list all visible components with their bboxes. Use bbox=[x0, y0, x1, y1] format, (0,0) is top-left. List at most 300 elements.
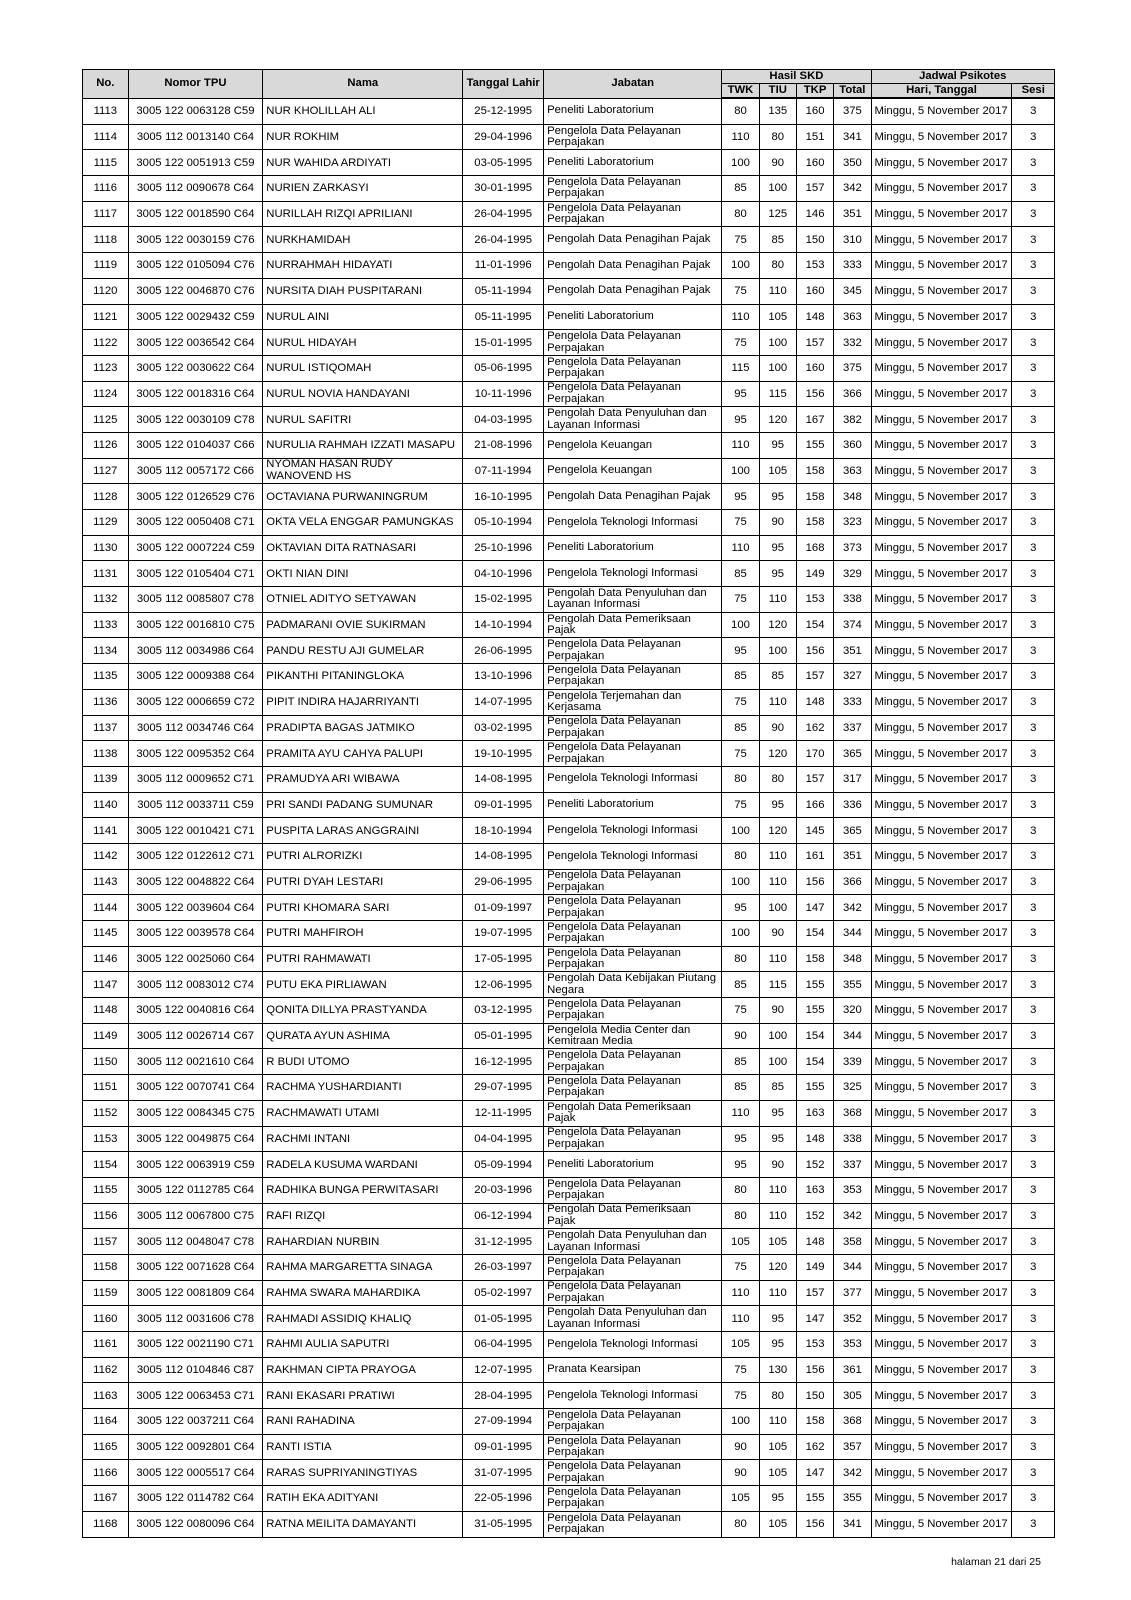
header-nomor-tpu: Nomor TPU bbox=[128, 70, 263, 99]
row-nomor-tpu: 3005 122 0063453 C71 bbox=[128, 1383, 263, 1409]
row-hari-tanggal: Minggu, 5 November 2017 bbox=[871, 715, 1012, 741]
row-tiu: 100 bbox=[759, 176, 796, 202]
row-tkp: 154 bbox=[796, 921, 833, 947]
row-tanggal-lahir: 26-04-1995 bbox=[463, 227, 544, 253]
row-sesi: 3 bbox=[1012, 1049, 1055, 1075]
row-tkp: 160 bbox=[796, 278, 833, 304]
row-tkp: 163 bbox=[796, 1177, 833, 1203]
row-sesi: 3 bbox=[1012, 1229, 1055, 1255]
row-sesi: 3 bbox=[1012, 1357, 1055, 1383]
row-no: 1139 bbox=[83, 766, 129, 792]
row-tkp: 150 bbox=[796, 227, 833, 253]
psikotes-schedule-table bbox=[82, 69, 1055, 1538]
row-tiu: 100 bbox=[759, 638, 796, 664]
row-twk: 75 bbox=[722, 689, 759, 715]
row-tanggal-lahir: 21-08-1996 bbox=[463, 432, 544, 458]
table-row bbox=[83, 1229, 1055, 1255]
row-hari-tanggal: Minggu, 5 November 2017 bbox=[871, 201, 1012, 227]
row-hari-tanggal: Minggu, 5 November 2017 bbox=[871, 1306, 1012, 1332]
row-total: 358 bbox=[834, 1229, 871, 1255]
row-nama: PUTRI DYAH LESTARI bbox=[263, 869, 463, 895]
row-twk: 110 bbox=[722, 535, 759, 561]
table-row bbox=[83, 998, 1055, 1024]
row-nomor-tpu: 3005 122 0030109 C78 bbox=[128, 407, 263, 433]
table-row bbox=[83, 921, 1055, 947]
row-sesi: 3 bbox=[1012, 227, 1055, 253]
table-row bbox=[83, 843, 1055, 869]
row-jabatan: Pengelola Data Pelayanan Perpajakan bbox=[544, 201, 722, 227]
row-no: 1133 bbox=[83, 612, 129, 638]
row-total: 342 bbox=[834, 1203, 871, 1229]
row-nomor-tpu: 3005 122 0029432 C59 bbox=[128, 304, 263, 330]
row-sesi: 3 bbox=[1012, 1511, 1055, 1537]
row-total: 305 bbox=[834, 1383, 871, 1409]
row-tiu: 135 bbox=[759, 98, 796, 124]
row-sesi: 3 bbox=[1012, 1075, 1055, 1101]
row-no: 1134 bbox=[83, 638, 129, 664]
row-tiu: 110 bbox=[759, 946, 796, 972]
row-jabatan: Pengelola Data Pelayanan Perpajakan bbox=[544, 1280, 722, 1306]
row-tkp: 158 bbox=[796, 946, 833, 972]
row-tanggal-lahir: 22-05-1996 bbox=[463, 1486, 544, 1512]
row-nama: PRAMITA AYU CAHYA PALUPI bbox=[263, 741, 463, 767]
row-jabatan: Pengelola Keuangan bbox=[544, 432, 722, 458]
row-total: 336 bbox=[834, 792, 871, 818]
row-tiu: 95 bbox=[759, 432, 796, 458]
row-nomor-tpu: 3005 122 0018316 C64 bbox=[128, 381, 263, 407]
row-no: 1145 bbox=[83, 921, 129, 947]
row-total: 373 bbox=[834, 535, 871, 561]
row-nama: RANI RAHADINA bbox=[263, 1409, 463, 1435]
row-tanggal-lahir: 13-10-1996 bbox=[463, 664, 544, 690]
row-jabatan: Pengelola Data Pelayanan Perpajakan bbox=[544, 869, 722, 895]
row-tanggal-lahir: 14-07-1995 bbox=[463, 689, 544, 715]
row-no: 1140 bbox=[83, 792, 129, 818]
row-jabatan: Pengelola Teknologi Informasi bbox=[544, 818, 722, 844]
row-hari-tanggal: Minggu, 5 November 2017 bbox=[871, 1075, 1012, 1101]
row-nomor-tpu: 3005 122 0039604 C64 bbox=[128, 895, 263, 921]
row-nama: NURSITA DIAH PUSPITARANI bbox=[263, 278, 463, 304]
row-total: 355 bbox=[834, 972, 871, 998]
row-tkp: 156 bbox=[796, 1511, 833, 1537]
row-twk: 75 bbox=[722, 587, 759, 613]
row-tiu: 95 bbox=[759, 1100, 796, 1126]
row-sesi: 3 bbox=[1012, 895, 1055, 921]
row-twk: 75 bbox=[722, 330, 759, 356]
row-no: 1118 bbox=[83, 227, 129, 253]
table-row bbox=[83, 612, 1055, 638]
row-tkp: 154 bbox=[796, 612, 833, 638]
row-jabatan: Pengelola Data Pelayanan Perpajakan bbox=[544, 1075, 722, 1101]
row-hari-tanggal: Minggu, 5 November 2017 bbox=[871, 1126, 1012, 1152]
row-tkp: 168 bbox=[796, 535, 833, 561]
table-row bbox=[83, 1409, 1055, 1435]
table-row bbox=[83, 1460, 1055, 1486]
row-twk: 110 bbox=[722, 1306, 759, 1332]
row-no: 1121 bbox=[83, 304, 129, 330]
row-total: 342 bbox=[834, 895, 871, 921]
row-tiu: 90 bbox=[759, 998, 796, 1024]
row-no: 1126 bbox=[83, 432, 129, 458]
row-sesi: 3 bbox=[1012, 972, 1055, 998]
row-total: 375 bbox=[834, 355, 871, 381]
row-nomor-tpu: 3005 122 0126529 C76 bbox=[128, 484, 263, 510]
row-hari-tanggal: Minggu, 5 November 2017 bbox=[871, 458, 1012, 484]
row-tiu: 105 bbox=[759, 458, 796, 484]
row-tiu: 120 bbox=[759, 612, 796, 638]
row-hari-tanggal: Minggu, 5 November 2017 bbox=[871, 638, 1012, 664]
row-total: 344 bbox=[834, 1254, 871, 1280]
row-tkp: 147 bbox=[796, 1306, 833, 1332]
row-tanggal-lahir: 01-05-1995 bbox=[463, 1306, 544, 1332]
row-nama: RATIH EKA ADITYANI bbox=[263, 1486, 463, 1512]
row-tiu: 95 bbox=[759, 1332, 796, 1358]
table-row bbox=[83, 895, 1055, 921]
row-nama: PUTRI KHOMARA SARI bbox=[263, 895, 463, 921]
row-no: 1129 bbox=[83, 510, 129, 536]
row-nama: PUTRI ALRORIZKI bbox=[263, 843, 463, 869]
row-twk: 75 bbox=[722, 510, 759, 536]
row-tanggal-lahir: 01-09-1997 bbox=[463, 895, 544, 921]
row-total: 382 bbox=[834, 407, 871, 433]
row-tiu: 85 bbox=[759, 227, 796, 253]
row-total: 368 bbox=[834, 1409, 871, 1435]
row-tanggal-lahir: 05-02-1997 bbox=[463, 1280, 544, 1306]
row-sesi: 3 bbox=[1012, 664, 1055, 690]
row-tkp: 162 bbox=[796, 1434, 833, 1460]
row-nomor-tpu: 3005 112 0104846 C87 bbox=[128, 1357, 263, 1383]
row-total: 366 bbox=[834, 381, 871, 407]
row-sesi: 3 bbox=[1012, 766, 1055, 792]
row-tiu: 110 bbox=[759, 278, 796, 304]
table-row bbox=[83, 1023, 1055, 1049]
row-no: 1160 bbox=[83, 1306, 129, 1332]
row-hari-tanggal: Minggu, 5 November 2017 bbox=[871, 407, 1012, 433]
row-no: 1163 bbox=[83, 1383, 129, 1409]
table-row bbox=[83, 458, 1055, 484]
row-jabatan: Pengelola Teknologi Informasi bbox=[544, 766, 722, 792]
row-jabatan: Pengelola Data Pelayanan Perpajakan bbox=[544, 1126, 722, 1152]
row-nama: RADHIKA BUNGA PERWITASARI bbox=[263, 1177, 463, 1203]
row-nama: RAHMADI ASSIDIQ KHALIQ bbox=[263, 1306, 463, 1332]
row-tanggal-lahir: 10-11-1996 bbox=[463, 381, 544, 407]
row-tkp: 155 bbox=[796, 998, 833, 1024]
row-tkp: 156 bbox=[796, 638, 833, 664]
row-tanggal-lahir: 06-04-1995 bbox=[463, 1332, 544, 1358]
row-nomor-tpu: 3005 112 0013140 C64 bbox=[128, 124, 263, 150]
row-tkp: 157 bbox=[796, 766, 833, 792]
table-row bbox=[83, 1332, 1055, 1358]
row-jabatan: Pengelola Data Pelayanan Perpajakan bbox=[544, 1460, 722, 1486]
row-no: 1154 bbox=[83, 1152, 129, 1178]
row-tiu: 95 bbox=[759, 484, 796, 510]
row-tiu: 80 bbox=[759, 1383, 796, 1409]
row-nama: NURKHAMIDAH bbox=[263, 227, 463, 253]
row-tiu: 80 bbox=[759, 124, 796, 150]
row-twk: 75 bbox=[722, 792, 759, 818]
row-hari-tanggal: Minggu, 5 November 2017 bbox=[871, 612, 1012, 638]
table-row bbox=[83, 407, 1055, 433]
row-twk: 80 bbox=[722, 1177, 759, 1203]
table-row bbox=[83, 638, 1055, 664]
header-tiu: TIU bbox=[759, 84, 796, 99]
header-nama: Nama bbox=[263, 70, 463, 99]
header-sesi: Sesi bbox=[1012, 84, 1055, 99]
row-hari-tanggal: Minggu, 5 November 2017 bbox=[871, 1332, 1012, 1358]
row-sesi: 3 bbox=[1012, 458, 1055, 484]
row-nomor-tpu: 3005 122 0095352 C64 bbox=[128, 741, 263, 767]
row-tanggal-lahir: 28-04-1995 bbox=[463, 1383, 544, 1409]
row-tiu: 90 bbox=[759, 150, 796, 176]
row-nama: RACHMAWATI UTAMI bbox=[263, 1100, 463, 1126]
row-tkp: 166 bbox=[796, 792, 833, 818]
row-total: 351 bbox=[834, 201, 871, 227]
row-tiu: 95 bbox=[759, 1486, 796, 1512]
row-twk: 100 bbox=[722, 921, 759, 947]
row-total: 351 bbox=[834, 638, 871, 664]
row-no: 1161 bbox=[83, 1332, 129, 1358]
row-twk: 75 bbox=[722, 1357, 759, 1383]
row-jabatan: Pengelola Terjemahan dan Kerjasama bbox=[544, 689, 722, 715]
row-tanggal-lahir: 19-10-1995 bbox=[463, 741, 544, 767]
row-hari-tanggal: Minggu, 5 November 2017 bbox=[871, 1177, 1012, 1203]
row-nomor-tpu: 3005 112 0057172 C66 bbox=[128, 458, 263, 484]
row-jabatan: Pengelola Data Pelayanan Perpajakan bbox=[544, 1254, 722, 1280]
row-jabatan: Pengelola Data Pelayanan Perpajakan bbox=[544, 1049, 722, 1075]
table-row bbox=[83, 381, 1055, 407]
row-tiu: 100 bbox=[759, 1049, 796, 1075]
table-row bbox=[83, 176, 1055, 202]
row-nama: RACHMI INTANI bbox=[263, 1126, 463, 1152]
row-hari-tanggal: Minggu, 5 November 2017 bbox=[871, 1383, 1012, 1409]
table-row bbox=[83, 1177, 1055, 1203]
row-jabatan: Pengelola Data Pelayanan Perpajakan bbox=[544, 664, 722, 690]
row-hari-tanggal: Minggu, 5 November 2017 bbox=[871, 843, 1012, 869]
row-tkp: 154 bbox=[796, 1023, 833, 1049]
row-jabatan: Pengelola Data Pelayanan Perpajakan bbox=[544, 330, 722, 356]
row-no: 1165 bbox=[83, 1434, 129, 1460]
row-no: 1158 bbox=[83, 1254, 129, 1280]
row-tkp: 147 bbox=[796, 895, 833, 921]
row-sesi: 3 bbox=[1012, 1023, 1055, 1049]
row-twk: 90 bbox=[722, 1434, 759, 1460]
row-no: 1156 bbox=[83, 1203, 129, 1229]
row-no: 1151 bbox=[83, 1075, 129, 1101]
row-sesi: 3 bbox=[1012, 1434, 1055, 1460]
row-twk: 105 bbox=[722, 1486, 759, 1512]
row-hari-tanggal: Minggu, 5 November 2017 bbox=[871, 1152, 1012, 1178]
table-row bbox=[83, 330, 1055, 356]
row-tkp: 153 bbox=[796, 587, 833, 613]
row-no: 1142 bbox=[83, 843, 129, 869]
row-tiu: 90 bbox=[759, 921, 796, 947]
row-nomor-tpu: 3005 122 0051913 C59 bbox=[128, 150, 263, 176]
table-row bbox=[83, 715, 1055, 741]
row-jabatan: Pengelola Data Pelayanan Perpajakan bbox=[544, 998, 722, 1024]
row-hari-tanggal: Minggu, 5 November 2017 bbox=[871, 330, 1012, 356]
row-tiu: 100 bbox=[759, 895, 796, 921]
row-sesi: 3 bbox=[1012, 998, 1055, 1024]
row-nama: OKTA VELA ENGGAR PAMUNGKAS bbox=[263, 510, 463, 536]
row-tiu: 110 bbox=[759, 1177, 796, 1203]
row-tanggal-lahir: 16-10-1995 bbox=[463, 484, 544, 510]
row-jabatan: Peneliti Laboratorium bbox=[544, 1152, 722, 1178]
row-tiu: 85 bbox=[759, 1075, 796, 1101]
row-total: 363 bbox=[834, 458, 871, 484]
row-no: 1164 bbox=[83, 1409, 129, 1435]
row-tiu: 100 bbox=[759, 355, 796, 381]
table-row bbox=[83, 253, 1055, 279]
row-twk: 95 bbox=[722, 895, 759, 921]
row-nomor-tpu: 3005 122 0010421 C71 bbox=[128, 818, 263, 844]
row-hari-tanggal: Minggu, 5 November 2017 bbox=[871, 689, 1012, 715]
row-sesi: 3 bbox=[1012, 792, 1055, 818]
table-row bbox=[83, 869, 1055, 895]
row-jabatan: Pengelola Data Pelayanan Perpajakan bbox=[544, 176, 722, 202]
row-no: 1153 bbox=[83, 1126, 129, 1152]
row-jabatan: Pengelola Data Pelayanan Perpajakan bbox=[544, 124, 722, 150]
row-total: 344 bbox=[834, 1023, 871, 1049]
row-tkp: 156 bbox=[796, 869, 833, 895]
row-nama: RACHMA YUSHARDIANTI bbox=[263, 1075, 463, 1101]
row-jabatan: Pengelola Data Pelayanan Perpajakan bbox=[544, 946, 722, 972]
row-tiu: 90 bbox=[759, 1152, 796, 1178]
row-twk: 80 bbox=[722, 843, 759, 869]
row-nomor-tpu: 3005 122 0048822 C64 bbox=[128, 869, 263, 895]
row-no: 1148 bbox=[83, 998, 129, 1024]
row-tanggal-lahir: 29-07-1995 bbox=[463, 1075, 544, 1101]
row-tiu: 105 bbox=[759, 1434, 796, 1460]
row-tanggal-lahir: 04-10-1996 bbox=[463, 561, 544, 587]
row-nomor-tpu: 3005 122 0018590 C64 bbox=[128, 201, 263, 227]
row-hari-tanggal: Minggu, 5 November 2017 bbox=[871, 1100, 1012, 1126]
row-no: 1167 bbox=[83, 1486, 129, 1512]
row-total: 353 bbox=[834, 1177, 871, 1203]
row-tkp: 148 bbox=[796, 304, 833, 330]
table-row bbox=[83, 946, 1055, 972]
row-jabatan: Pranata Kearsipan bbox=[544, 1357, 722, 1383]
row-sesi: 3 bbox=[1012, 1254, 1055, 1280]
row-twk: 75 bbox=[722, 741, 759, 767]
table-row bbox=[83, 201, 1055, 227]
row-jabatan: Peneliti Laboratorium bbox=[544, 792, 722, 818]
row-nama: RAHMA MARGARETTA SINAGA bbox=[263, 1254, 463, 1280]
row-no: 1120 bbox=[83, 278, 129, 304]
table-row bbox=[83, 792, 1055, 818]
row-sesi: 3 bbox=[1012, 818, 1055, 844]
table-row bbox=[83, 510, 1055, 536]
row-twk: 95 bbox=[722, 407, 759, 433]
row-no: 1124 bbox=[83, 381, 129, 407]
row-hari-tanggal: Minggu, 5 November 2017 bbox=[871, 150, 1012, 176]
row-nama: NUR KHOLILLAH ALI bbox=[263, 98, 463, 124]
row-nama: PIPIT INDIRA HAJARRIYANTI bbox=[263, 689, 463, 715]
row-no: 1130 bbox=[83, 535, 129, 561]
row-nomor-tpu: 3005 122 0081809 C64 bbox=[128, 1280, 263, 1306]
row-jabatan: Pengolah Data Penagihan Pajak bbox=[544, 227, 722, 253]
row-total: 323 bbox=[834, 510, 871, 536]
row-twk: 85 bbox=[722, 176, 759, 202]
row-hari-tanggal: Minggu, 5 November 2017 bbox=[871, 176, 1012, 202]
row-total: 345 bbox=[834, 278, 871, 304]
row-tkp: 155 bbox=[796, 432, 833, 458]
table-row bbox=[83, 664, 1055, 690]
row-nama: OKTAVIAN DITA RATNASARI bbox=[263, 535, 463, 561]
row-sesi: 3 bbox=[1012, 587, 1055, 613]
row-nomor-tpu: 3005 122 0050408 C71 bbox=[128, 510, 263, 536]
header-hari-tanggal: Hari, Tanggal bbox=[871, 84, 1012, 99]
table-row bbox=[83, 1383, 1055, 1409]
row-no: 1113 bbox=[83, 98, 129, 124]
table-row bbox=[83, 1203, 1055, 1229]
row-total: 337 bbox=[834, 1152, 871, 1178]
row-twk: 85 bbox=[722, 972, 759, 998]
row-no: 1125 bbox=[83, 407, 129, 433]
row-tiu: 110 bbox=[759, 587, 796, 613]
row-sesi: 3 bbox=[1012, 1383, 1055, 1409]
row-sesi: 3 bbox=[1012, 1332, 1055, 1358]
row-tkp: 153 bbox=[796, 1332, 833, 1358]
row-twk: 100 bbox=[722, 612, 759, 638]
row-jabatan: Peneliti Laboratorium bbox=[544, 150, 722, 176]
row-tiu: 80 bbox=[759, 766, 796, 792]
row-tkp: 149 bbox=[796, 1254, 833, 1280]
row-nama: RAHMA SWARA MAHARDIKA bbox=[263, 1280, 463, 1306]
row-nama: RATNA MEILITA DAMAYANTI bbox=[263, 1511, 463, 1537]
row-jabatan: Pengolah Data Penagihan Pajak bbox=[544, 278, 722, 304]
row-nama: PRADIPTA BAGAS JATMIKO bbox=[263, 715, 463, 741]
row-nama: PUTRI RAHMAWATI bbox=[263, 946, 463, 972]
row-twk: 95 bbox=[722, 1152, 759, 1178]
row-twk: 75 bbox=[722, 278, 759, 304]
row-nomor-tpu: 3005 122 0039578 C64 bbox=[128, 921, 263, 947]
row-hari-tanggal: Minggu, 5 November 2017 bbox=[871, 278, 1012, 304]
row-tiu: 120 bbox=[759, 407, 796, 433]
row-nama: RARAS SUPRIYANINGTIYAS bbox=[263, 1460, 463, 1486]
row-total: 366 bbox=[834, 869, 871, 895]
row-tanggal-lahir: 15-01-1995 bbox=[463, 330, 544, 356]
row-nama: PRI SANDI PADANG SUMUNAR bbox=[263, 792, 463, 818]
row-twk: 75 bbox=[722, 998, 759, 1024]
row-tanggal-lahir: 05-09-1994 bbox=[463, 1152, 544, 1178]
row-nomor-tpu: 3005 112 0048047 C78 bbox=[128, 1229, 263, 1255]
row-nomor-tpu: 3005 112 0026714 C67 bbox=[128, 1023, 263, 1049]
row-tkp: 150 bbox=[796, 1383, 833, 1409]
row-no: 1115 bbox=[83, 150, 129, 176]
row-jabatan: Pengelola Data Pelayanan Perpajakan bbox=[544, 355, 722, 381]
row-nama: PRAMUDYA ARI WIBAWA bbox=[263, 766, 463, 792]
row-hari-tanggal: Minggu, 5 November 2017 bbox=[871, 484, 1012, 510]
row-nama: RADELA KUSUMA WARDANI bbox=[263, 1152, 463, 1178]
row-twk: 80 bbox=[722, 766, 759, 792]
row-total: 374 bbox=[834, 612, 871, 638]
row-tiu: 130 bbox=[759, 1357, 796, 1383]
row-jabatan: Pengolah Data Pemeriksaan Pajak bbox=[544, 1203, 722, 1229]
row-twk: 110 bbox=[722, 1280, 759, 1306]
row-tkp: 152 bbox=[796, 1203, 833, 1229]
row-no: 1162 bbox=[83, 1357, 129, 1383]
row-tanggal-lahir: 29-06-1995 bbox=[463, 869, 544, 895]
row-tanggal-lahir: 07-11-1994 bbox=[463, 458, 544, 484]
row-total: 341 bbox=[834, 1511, 871, 1537]
row-jabatan: Pengelola Data Pelayanan Perpajakan bbox=[544, 1177, 722, 1203]
row-tiu: 105 bbox=[759, 1460, 796, 1486]
row-twk: 75 bbox=[722, 227, 759, 253]
row-total: 341 bbox=[834, 124, 871, 150]
row-tiu: 120 bbox=[759, 741, 796, 767]
row-total: 355 bbox=[834, 1486, 871, 1512]
row-nomor-tpu: 3005 122 0104037 C66 bbox=[128, 432, 263, 458]
